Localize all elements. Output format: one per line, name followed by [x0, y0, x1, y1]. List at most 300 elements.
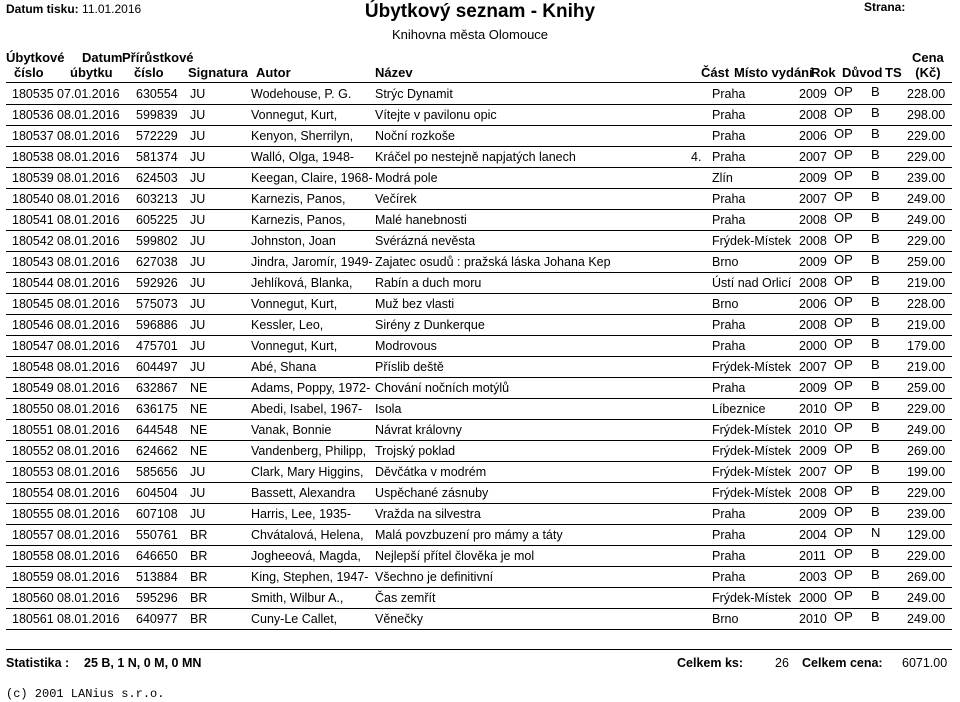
- cell-misto-vydani: Praha: [712, 150, 746, 164]
- cell-duvod: OP: [834, 441, 853, 456]
- table-row: [0, 462, 960, 483]
- col-ts: TS: [885, 65, 902, 80]
- cell-cena: 239.00: [907, 171, 946, 185]
- cell-nazev: Návrat královny: [375, 423, 462, 437]
- col-prirustkove-cislo: Přírůstkové číslo: [122, 50, 194, 80]
- cell-prirustkove-cislo: 585656: [136, 465, 178, 479]
- cell-cena: 249.00: [907, 423, 946, 437]
- cell-duvod: OP: [834, 126, 853, 141]
- cell-duvod: OP: [834, 462, 853, 477]
- cell-ts: B: [871, 420, 880, 435]
- cell-signatura: JU: [190, 339, 206, 353]
- cell-ubytkove-cislo: 180535: [12, 87, 54, 101]
- cell-cena: 249.00: [907, 192, 946, 206]
- cell-nazev: Chování nočních motýlů: [375, 381, 510, 395]
- table-row: [0, 441, 960, 462]
- col-cena: Cena (Kč): [912, 50, 944, 80]
- cell-prirustkove-cislo: 644548: [136, 423, 178, 437]
- cell-duvod: OP: [834, 231, 853, 246]
- col-cast: Část: [701, 65, 730, 80]
- cell-cena: 229.00: [907, 150, 946, 164]
- cell-datum-ubytku: 08.01.2016: [57, 465, 120, 479]
- cell-prirustkove-cislo: 572229: [136, 129, 178, 143]
- cell-datum-ubytku: 08.01.2016: [57, 570, 120, 584]
- cell-ts: B: [871, 378, 880, 393]
- cell-cena: 179.00: [907, 339, 946, 353]
- cell-autor: Harris, Lee, 1935-: [251, 507, 352, 521]
- cell-misto-vydani: Praha: [712, 108, 746, 122]
- table-row: [0, 126, 960, 147]
- page-label: Strana:: [864, 0, 906, 14]
- cell-ubytkove-cislo: 180555: [12, 507, 54, 521]
- cell-ubytkove-cislo: 180537: [12, 129, 54, 143]
- cell-datum-ubytku: 08.01.2016: [57, 423, 120, 437]
- cell-autor: Karnezis, Panos,: [251, 192, 346, 206]
- cell-cena: 249.00: [907, 591, 946, 605]
- cell-datum-ubytku: 08.01.2016: [57, 591, 120, 605]
- table-row: [0, 105, 960, 126]
- library-name: Knihovna města Olomouce: [391, 27, 549, 42]
- col-signatura: Signatura: [188, 65, 248, 80]
- cell-ts: B: [871, 105, 880, 120]
- cell-signatura: JU: [190, 129, 206, 143]
- cell-autor: Abé, Shana: [251, 360, 317, 374]
- cell-datum-ubytku: 08.01.2016: [57, 486, 120, 500]
- cell-cena: 259.00: [907, 381, 946, 395]
- cell-ts: B: [871, 357, 880, 372]
- col-rok: Rok: [811, 65, 836, 80]
- cell-ts: B: [871, 567, 880, 582]
- cell-datum-ubytku: 07.01.2016: [57, 87, 120, 101]
- cell-prirustkove-cislo: 550761: [136, 528, 178, 542]
- cell-nazev: Svérázná nevěsta: [375, 234, 476, 248]
- cell-datum-ubytku: 08.01.2016: [57, 171, 120, 185]
- cell-rok: 2000: [799, 591, 827, 605]
- cell-prirustkove-cislo: 640977: [136, 612, 178, 626]
- print-date-label: Datum tisku:: [6, 2, 79, 16]
- cell-duvod: OP: [834, 147, 853, 162]
- cell-autor: Jogheeová, Magda,: [251, 549, 361, 563]
- cell-ts: B: [871, 252, 880, 267]
- cell-cena: 259.00: [907, 255, 946, 269]
- cell-duvod: OP: [834, 252, 853, 267]
- cell-ts: B: [871, 546, 880, 561]
- cell-duvod: OP: [834, 273, 853, 288]
- cell-misto-vydani: Praha: [712, 339, 746, 353]
- cell-autor: Vanak, Bonnie: [251, 423, 332, 437]
- cell-misto-vydani: Frýdek-Místek: [712, 591, 792, 605]
- cell-datum-ubytku: 08.01.2016: [57, 549, 120, 563]
- cell-signatura: JU: [190, 360, 206, 374]
- cell-ubytkove-cislo: 180541: [12, 213, 54, 227]
- cell-ts: B: [871, 147, 880, 162]
- cell-datum-ubytku: 08.01.2016: [57, 612, 120, 626]
- cell-misto-vydani: Praha: [712, 129, 746, 143]
- cell-autor: Wodehouse, P. G.: [251, 87, 352, 101]
- table-row: [0, 483, 960, 504]
- cell-cena: 269.00: [907, 444, 946, 458]
- cell-duvod: OP: [834, 525, 853, 540]
- cell-autor: Chvátalová, Helena,: [251, 528, 364, 542]
- cell-duvod: OP: [834, 588, 853, 603]
- cell-misto-vydani: Frýdek-Místek: [712, 234, 792, 248]
- cell-signatura: JU: [190, 507, 206, 521]
- cell-autor: Smith, Wilbur A.,: [251, 591, 344, 605]
- cell-datum-ubytku: 08.01.2016: [57, 129, 120, 143]
- cell-rok: 2009: [799, 507, 827, 521]
- cell-ubytkove-cislo: 180558: [12, 549, 54, 563]
- cell-cena: 239.00: [907, 507, 946, 521]
- table-row: [0, 378, 960, 399]
- cell-datum-ubytku: 08.01.2016: [57, 381, 120, 395]
- cell-misto-vydani: Praha: [712, 213, 746, 227]
- table-row: [0, 525, 960, 546]
- col-misto-vydani: Místo vydání: [734, 65, 813, 80]
- cell-autor: Jindra, Jaromír, 1949-: [251, 255, 373, 269]
- total-price-label: Celkem cena:: [802, 656, 883, 670]
- table-row: [0, 588, 960, 609]
- cell-rok: 2010: [799, 423, 827, 437]
- cell-ubytkove-cislo: 180546: [12, 318, 54, 332]
- cell-duvod: OP: [834, 504, 853, 519]
- cell-prirustkove-cislo: 605225: [136, 213, 178, 227]
- cell-signatura: JU: [190, 108, 206, 122]
- cell-ts: B: [871, 483, 880, 498]
- cell-rok: 2009: [799, 255, 827, 269]
- cell-duvod: OP: [834, 84, 853, 99]
- cell-duvod: OP: [834, 105, 853, 120]
- cell-autor: Johnston, Joan: [251, 234, 336, 248]
- cell-cena: 219.00: [907, 360, 946, 374]
- cell-prirustkove-cislo: 607108: [136, 507, 178, 521]
- cell-ubytkove-cislo: 180554: [12, 486, 54, 500]
- cell-cena: 229.00: [907, 402, 946, 416]
- cell-datum-ubytku: 08.01.2016: [57, 234, 120, 248]
- cell-misto-vydani: Praha: [712, 192, 746, 206]
- cell-ubytkove-cislo: 180557: [12, 528, 54, 542]
- cell-signatura: BR: [190, 528, 208, 542]
- cell-nazev: Muž bez vlasti: [375, 297, 455, 311]
- table-row: [0, 336, 960, 357]
- cell-duvod: OP: [834, 609, 853, 624]
- cell-autor: Karnezis, Panos,: [251, 213, 346, 227]
- copyright: (c) 2001 LANius s.r.o.: [6, 687, 165, 701]
- cell-cena: 229.00: [907, 549, 946, 563]
- cell-rok: 2003: [799, 570, 827, 584]
- cell-cena: 229.00: [907, 486, 946, 500]
- cell-datum-ubytku: 08.01.2016: [57, 297, 120, 311]
- cell-datum-ubytku: 08.01.2016: [57, 213, 120, 227]
- cell-cena: 249.00: [907, 612, 946, 626]
- table-row: [0, 147, 960, 168]
- cell-signatura: JU: [190, 171, 206, 185]
- cell-signatura: NE: [190, 381, 208, 395]
- cell-prirustkove-cislo: 581374: [136, 150, 178, 164]
- header-divider: [6, 82, 952, 83]
- cell-ts: B: [871, 609, 880, 624]
- cell-nazev: Uspěchané zásnuby: [375, 486, 489, 500]
- cell-rok: 2010: [799, 612, 827, 626]
- cell-nazev: Zajatec osudů : pražská láska Johana Kep: [375, 255, 611, 269]
- table-row: [0, 252, 960, 273]
- table-row: [0, 84, 960, 105]
- cell-ts: B: [871, 210, 880, 225]
- cell-duvod: OP: [834, 189, 853, 204]
- cell-autor: Bassett, Alexandra: [251, 486, 356, 500]
- total-price-value: 6071.00: [902, 656, 948, 670]
- cell-prirustkove-cislo: 604497: [136, 360, 178, 374]
- cell-prirustkove-cislo: 624503: [136, 171, 178, 185]
- cell-cena: 228.00: [907, 297, 946, 311]
- cell-rok: 2009: [799, 444, 827, 458]
- cell-misto-vydani: Brno: [712, 255, 739, 269]
- cell-prirustkove-cislo: 632867: [136, 381, 178, 395]
- cell-misto-vydani: Praha: [712, 570, 746, 584]
- cell-datum-ubytku: 08.01.2016: [57, 276, 120, 290]
- cell-misto-vydani: Ústí nad Orlicí: [712, 276, 792, 290]
- cell-cena: 298.00: [907, 108, 946, 122]
- cell-prirustkove-cislo: 599839: [136, 108, 178, 122]
- cell-signatura: BR: [190, 591, 208, 605]
- cell-rok: 2007: [799, 465, 827, 479]
- cell-rok: 2007: [799, 150, 827, 164]
- cell-nazev: Modrovous: [375, 339, 437, 353]
- cell-prirustkove-cislo: 599802: [136, 234, 178, 248]
- row-divider: [6, 629, 952, 630]
- cell-nazev: Strýc Dynamit: [375, 87, 453, 101]
- table-row: [0, 357, 960, 378]
- cell-signatura: JU: [190, 192, 206, 206]
- col-ubytkove-cislo: Úbytkové číslo: [6, 50, 65, 80]
- cell-autor: Kessler, Leo,: [251, 318, 324, 332]
- cell-duvod: OP: [834, 336, 853, 351]
- cell-nazev: Všechno je definitivní: [375, 570, 494, 584]
- cell-duvod: OP: [834, 357, 853, 372]
- cell-ts: B: [871, 588, 880, 603]
- cell-ubytkove-cislo: 180548: [12, 360, 54, 374]
- cell-datum-ubytku: 08.01.2016: [57, 507, 120, 521]
- print-date-value: 11.01.2016: [82, 2, 142, 16]
- table-row: [0, 210, 960, 231]
- table-row: [0, 399, 960, 420]
- cell-duvod: OP: [834, 168, 853, 183]
- cell-duvod: OP: [834, 315, 853, 330]
- cell-datum-ubytku: 08.01.2016: [57, 108, 120, 122]
- cell-ubytkove-cislo: 180560: [12, 591, 54, 605]
- cell-datum-ubytku: 08.01.2016: [57, 192, 120, 206]
- cell-signatura: JU: [190, 234, 206, 248]
- cell-ts: B: [871, 126, 880, 141]
- cell-prirustkove-cislo: 604504: [136, 486, 178, 500]
- cell-autor: Keegan, Claire, 1968-: [251, 171, 373, 185]
- col-nazev: Název: [375, 65, 413, 80]
- cell-ubytkove-cislo: 180552: [12, 444, 54, 458]
- cell-rok: 2006: [799, 129, 827, 143]
- cell-nazev: Isola: [375, 402, 402, 416]
- cell-nazev: Modrá pole: [375, 171, 438, 185]
- cell-signatura: JU: [190, 255, 206, 269]
- cell-ts: B: [871, 168, 880, 183]
- cell-rok: 2007: [799, 360, 827, 374]
- table-row: [0, 609, 960, 630]
- col-duvod: Důvod: [842, 65, 883, 80]
- cell-signatura: JU: [190, 213, 206, 227]
- cell-ubytkove-cislo: 180549: [12, 381, 54, 395]
- cell-nazev: Noční rozkoše: [375, 129, 455, 143]
- cell-nazev: Malé hanebnosti: [375, 213, 467, 227]
- cell-ubytkove-cislo: 180542: [12, 234, 54, 248]
- total-count-value: 26: [775, 656, 789, 670]
- cell-nazev: Děvčátka v modrém: [375, 465, 487, 479]
- cell-ubytkove-cislo: 180547: [12, 339, 54, 353]
- cell-nazev: Malá povzbuzení pro mámy a táty: [375, 528, 563, 542]
- table-row: [0, 294, 960, 315]
- cell-ts: B: [871, 315, 880, 330]
- cell-nazev: Čas zemřít: [375, 591, 436, 605]
- cell-misto-vydani: Frýdek-Místek: [712, 360, 792, 374]
- cell-rok: 2008: [799, 318, 827, 332]
- cell-datum-ubytku: 08.01.2016: [57, 318, 120, 332]
- cell-misto-vydani: Praha: [712, 549, 746, 563]
- cell-cena: 129.00: [907, 528, 946, 542]
- cell-nazev: Večírek: [375, 192, 417, 206]
- cell-signatura: JU: [190, 486, 206, 500]
- cell-datum-ubytku: 08.01.2016: [57, 339, 120, 353]
- cell-prirustkove-cislo: 513884: [136, 570, 178, 584]
- cell-misto-vydani: Praha: [712, 381, 746, 395]
- cell-signatura: JU: [190, 276, 206, 290]
- cell-datum-ubytku: 08.01.2016: [57, 402, 120, 416]
- cell-duvod: OP: [834, 378, 853, 393]
- cell-rok: 2009: [799, 381, 827, 395]
- cell-misto-vydani: Praha: [712, 507, 746, 521]
- cell-datum-ubytku: 08.01.2016: [57, 255, 120, 269]
- col-autor: Autor: [256, 65, 291, 80]
- cell-misto-vydani: Praha: [712, 528, 746, 542]
- cell-ts: N: [871, 525, 881, 540]
- cell-cena: 229.00: [907, 234, 946, 248]
- cell-duvod: OP: [834, 483, 853, 498]
- cell-nazev: Rabín a duch moru: [375, 276, 482, 290]
- cell-autor: Vonnegut, Kurt,: [251, 339, 338, 353]
- cell-cena: 219.00: [907, 276, 946, 290]
- cell-cena: 269.00: [907, 570, 946, 584]
- cell-duvod: OP: [834, 294, 853, 309]
- cell-prirustkove-cislo: 636175: [136, 402, 178, 416]
- cell-datum-ubytku: 08.01.2016: [57, 150, 120, 164]
- cell-ts: B: [871, 189, 880, 204]
- total-count-label: Celkem ks:: [677, 656, 744, 670]
- cell-misto-vydani: Praha: [712, 318, 746, 332]
- cell-nazev: Vítejte v pavilonu opic: [375, 108, 497, 122]
- cell-cena: 228.00: [907, 87, 946, 101]
- cell-ubytkove-cislo: 180559: [12, 570, 54, 584]
- cell-ts: B: [871, 231, 880, 246]
- cell-rok: 2009: [799, 87, 827, 101]
- cell-cena: 249.00: [907, 213, 946, 227]
- cell-datum-ubytku: 08.01.2016: [57, 444, 120, 458]
- cell-cast: 4.: [691, 150, 702, 164]
- cell-ubytkove-cislo: 180538: [12, 150, 54, 164]
- table-row: [0, 546, 960, 567]
- cell-autor: Kenyon, Sherrilyn,: [251, 129, 354, 143]
- table-row: [0, 567, 960, 588]
- cell-misto-vydani: Frýdek-Místek: [712, 444, 792, 458]
- cell-ts: B: [871, 294, 880, 309]
- cell-misto-vydani: Frýdek-Místek: [712, 423, 792, 437]
- cell-prirustkove-cislo: 646650: [136, 549, 178, 563]
- cell-ts: B: [871, 441, 880, 456]
- cell-duvod: OP: [834, 420, 853, 435]
- cell-rok: 2004: [799, 528, 827, 542]
- table-row: [0, 189, 960, 210]
- cell-autor: Abedi, Isabel, 1967-: [251, 402, 363, 416]
- cell-rok: 2006: [799, 297, 827, 311]
- cell-misto-vydani: Frýdek-Místek: [712, 486, 792, 500]
- table-row: [0, 504, 960, 525]
- cell-ubytkove-cislo: 180545: [12, 297, 54, 311]
- table-row: [0, 273, 960, 294]
- stat-label: Statistika :: [6, 656, 70, 670]
- table-row: [0, 231, 960, 252]
- cell-ts: B: [871, 336, 880, 351]
- cell-autor: Cuny-Le Callet,: [251, 612, 338, 626]
- cell-signatura: JU: [190, 318, 206, 332]
- cell-prirustkove-cislo: 595296: [136, 591, 178, 605]
- cell-nazev: Příslib deště: [375, 360, 444, 374]
- cell-prirustkove-cislo: 624662: [136, 444, 178, 458]
- cell-duvod: OP: [834, 399, 853, 414]
- cell-prirustkove-cislo: 596886: [136, 318, 178, 332]
- cell-prirustkove-cislo: 575073: [136, 297, 178, 311]
- cell-rok: 2008: [799, 213, 827, 227]
- cell-signatura: JU: [190, 465, 206, 479]
- cell-rok: 2008: [799, 234, 827, 248]
- cell-cena: 219.00: [907, 318, 946, 332]
- cell-prirustkove-cislo: 475701: [136, 339, 178, 353]
- cell-signatura: BR: [190, 549, 208, 563]
- cell-signatura: JU: [190, 297, 206, 311]
- cell-misto-vydani: Brno: [712, 612, 739, 626]
- cell-nazev: Vražda na silvestra: [375, 507, 481, 521]
- cell-signatura: NE: [190, 444, 208, 458]
- cell-autor: Vonnegut, Kurt,: [251, 108, 338, 122]
- cell-nazev: Nejlepší přítel člověka je mol: [375, 549, 535, 563]
- cell-autor: Vandenberg, Philipp,: [251, 444, 367, 458]
- cell-autor: King, Stephen, 1947-: [251, 570, 369, 584]
- table-row: [0, 420, 960, 441]
- cell-rok: 2011: [799, 549, 826, 563]
- cell-rok: 2009: [799, 171, 827, 185]
- cell-misto-vydani: Frýdek-Místek: [712, 465, 792, 479]
- cell-signatura: BR: [190, 612, 208, 626]
- stat-value: 25 B, 1 N, 0 M, 0 MN: [84, 656, 202, 670]
- table-row: [0, 168, 960, 189]
- cell-ubytkove-cislo: 180550: [12, 402, 54, 416]
- cell-ts: B: [871, 273, 880, 288]
- cell-ubytkove-cislo: 180536: [12, 108, 54, 122]
- cell-nazev: Trojský poklad: [375, 444, 456, 458]
- cell-autor: Jehlíková, Blanka,: [251, 276, 353, 290]
- cell-ts: B: [871, 84, 880, 99]
- cell-misto-vydani: Praha: [712, 87, 746, 101]
- cell-rok: 2008: [799, 276, 827, 290]
- footer-divider: [6, 649, 952, 650]
- cell-prirustkove-cislo: 603213: [136, 192, 178, 206]
- cell-datum-ubytku: 08.01.2016: [57, 528, 120, 542]
- cell-duvod: OP: [834, 546, 853, 561]
- cell-nazev: Věnečky: [375, 612, 423, 626]
